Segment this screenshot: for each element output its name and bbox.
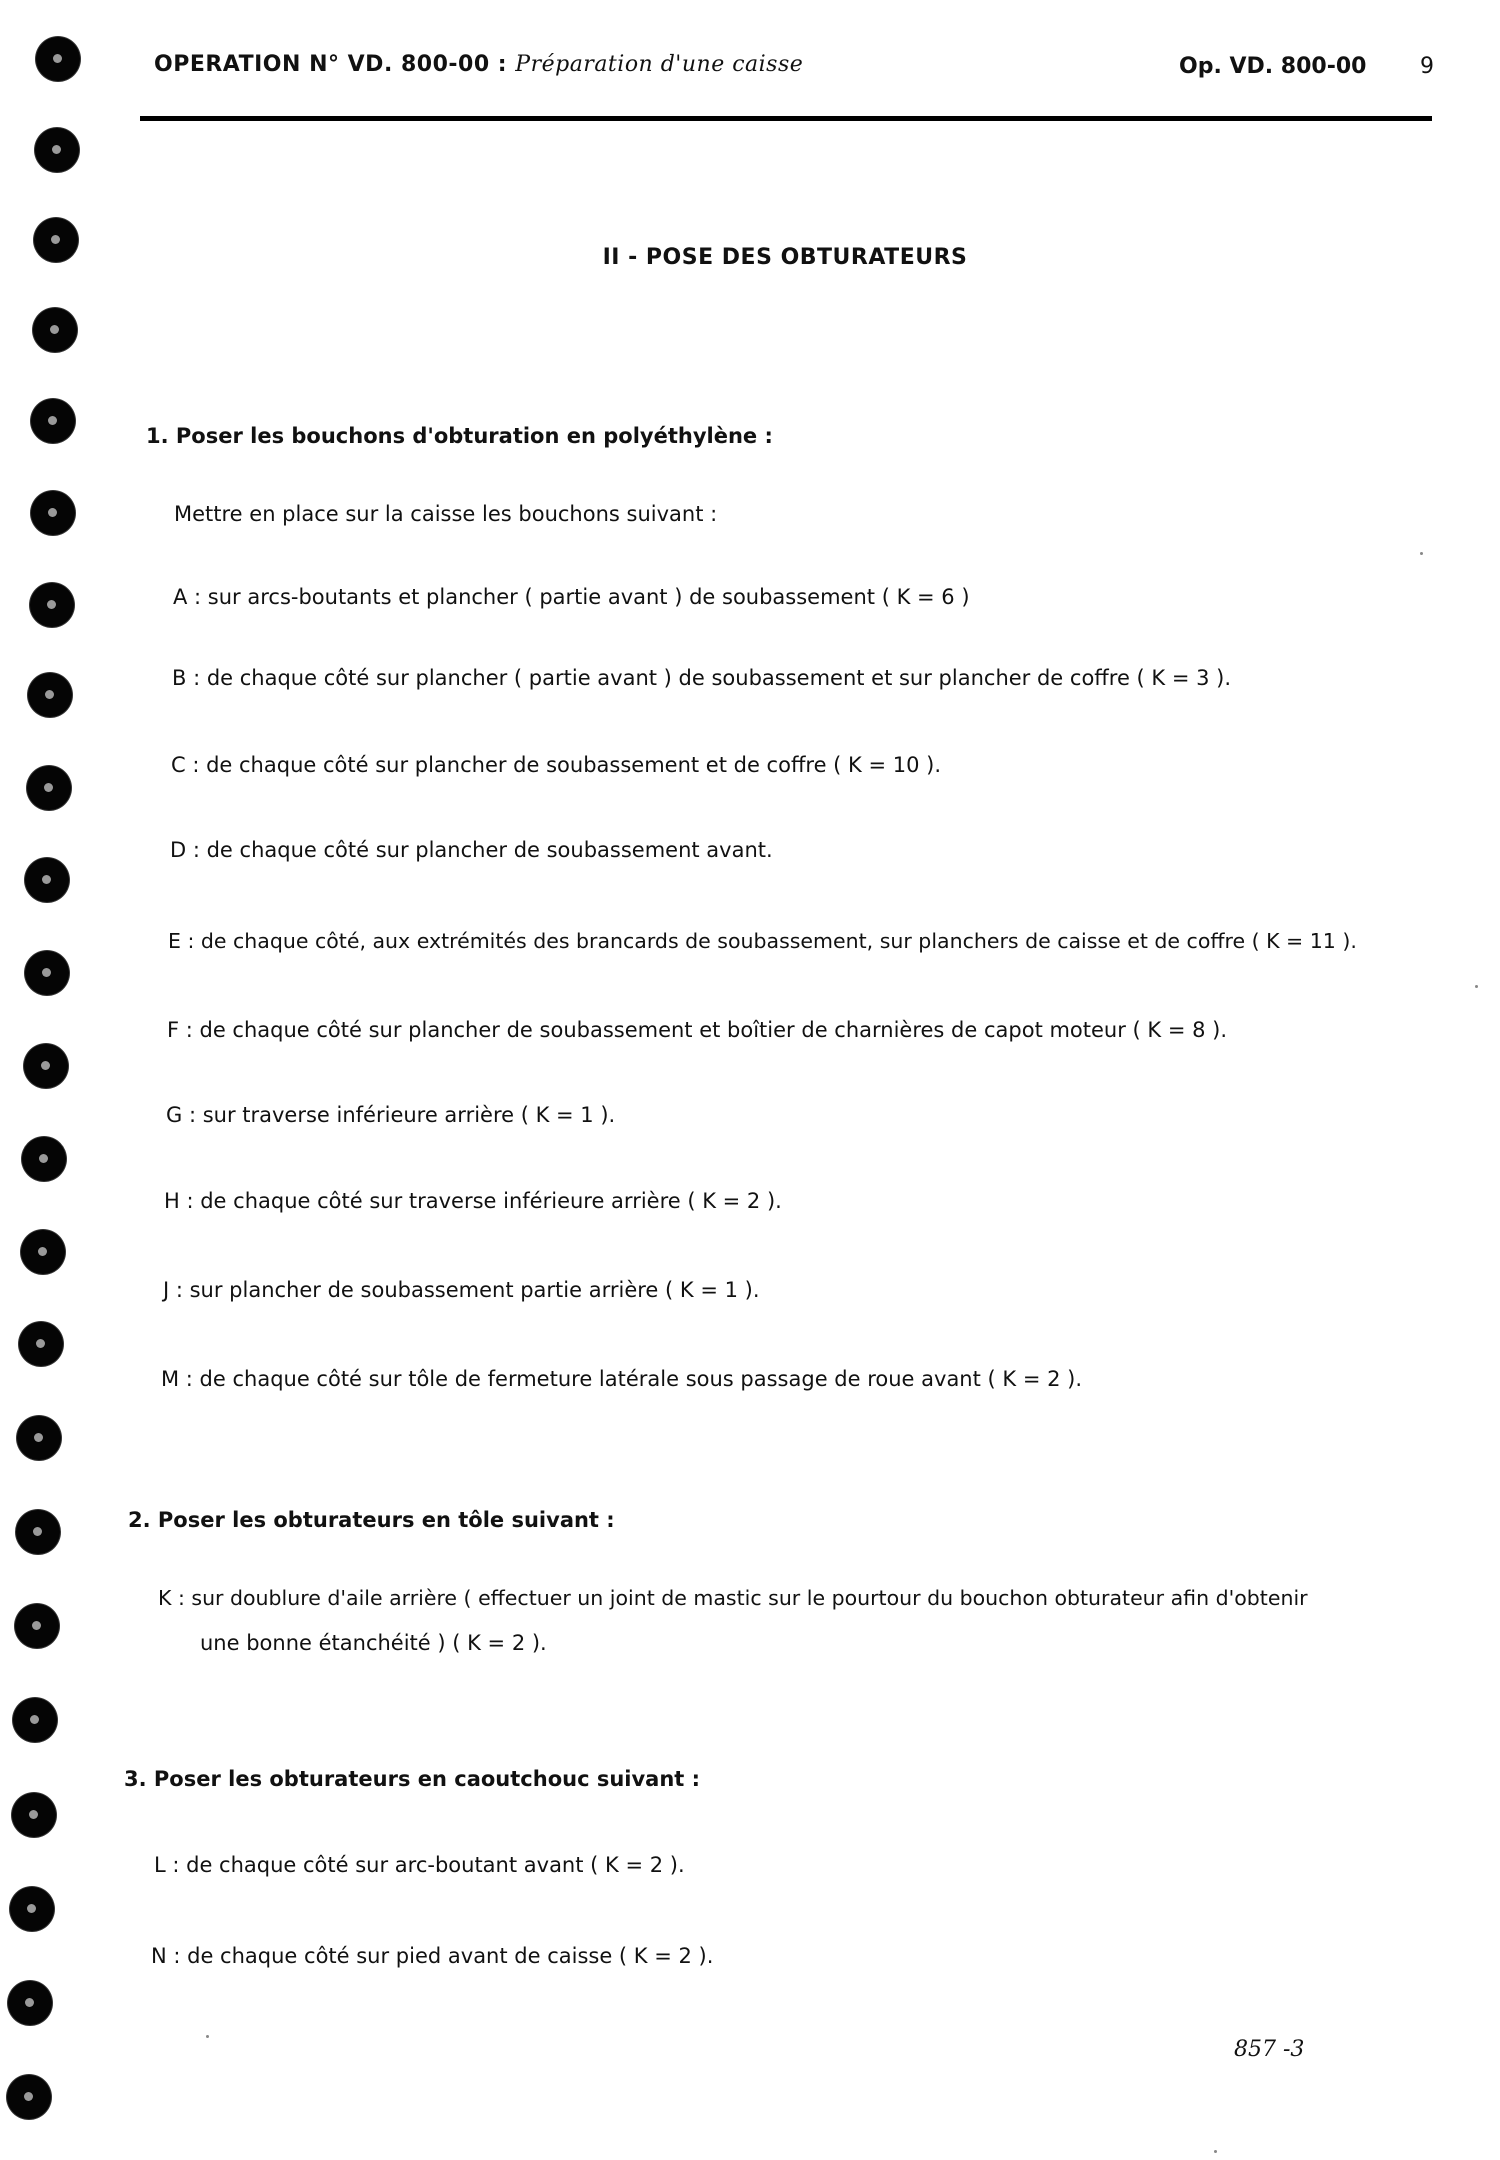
binder-hole bbox=[33, 308, 77, 352]
binder-hole bbox=[21, 1230, 65, 1274]
scan-speck bbox=[1214, 2150, 1217, 2153]
list-item: A : sur arcs-boutants et plancher ( partie avant ) de soubassement ( K = 6 ) bbox=[173, 585, 970, 609]
binder-hole bbox=[13, 1698, 57, 1742]
list-item: H : de chaque côté sur traverse inférieure arrière ( K = 2 ). bbox=[164, 1189, 782, 1213]
list-item: F : de chaque côté sur plancher de soubassement et boîtier de charnières de capot moteur ( K = 8 ). bbox=[167, 1018, 1228, 1042]
page-header bbox=[154, 48, 1434, 88]
list-item: B : de chaque côté sur plancher ( partie avant ) de soubassement et sur plancher de coffre ( K = 3 ). bbox=[172, 666, 1232, 690]
binder-holes bbox=[0, 0, 100, 2160]
binder-hole bbox=[27, 766, 71, 810]
binder-hole bbox=[24, 1044, 68, 1088]
list-item: J : sur plancher de soubassement partie arrière ( K = 1 ). bbox=[163, 1278, 760, 1302]
scan-speck bbox=[1420, 552, 1423, 555]
page-number: 9 bbox=[1420, 54, 1434, 79]
binder-hole bbox=[19, 1322, 63, 1366]
operation-subtitle: Préparation d'une caisse bbox=[515, 52, 804, 77]
header-rule bbox=[140, 116, 1432, 121]
binder-hole bbox=[25, 858, 69, 902]
binder-hole bbox=[15, 1604, 59, 1648]
binder-hole bbox=[22, 1137, 66, 1181]
binder-hole bbox=[28, 673, 72, 717]
operation-reference: Op. VD. 800-00 bbox=[1179, 54, 1367, 79]
binder-hole bbox=[25, 951, 69, 995]
step3-heading: 3. Poser les obturateurs en caoutchouc suivant : bbox=[124, 1767, 701, 1791]
list-item: K : sur doublure d'aile arrière ( effectuer un joint de mastic sur le pourtour du bouchon obturateur afin d'obtenir bbox=[158, 1586, 1308, 1610]
binder-hole bbox=[31, 399, 75, 443]
step1-heading: 1. Poser les bouchons d'obturation en polyéthylène : bbox=[146, 424, 773, 448]
binder-hole bbox=[30, 583, 74, 627]
step2-heading: 2. Poser les obturateurs en tôle suivant : bbox=[128, 1508, 615, 1532]
binder-hole bbox=[31, 491, 75, 535]
section-title: II - POSE DES OBTURATEURS bbox=[602, 245, 968, 270]
operation-number: OPERATION N° VD. 800-00 : bbox=[154, 52, 508, 77]
list-item: D : de chaque côté sur plancher de soubassement avant. bbox=[170, 838, 773, 862]
step1-intro: Mettre en place sur la caisse les bouchons suivant : bbox=[174, 502, 718, 526]
list-item: C : de chaque côté sur plancher de soubassement et de coffre ( K = 10 ). bbox=[171, 753, 942, 777]
binder-hole bbox=[16, 1510, 60, 1554]
list-item: M : de chaque côté sur tôle de fermeture latérale sous passage de roue avant ( K = 2 ). bbox=[161, 1367, 1083, 1391]
binder-hole bbox=[8, 1981, 52, 2025]
binder-hole bbox=[12, 1793, 56, 1837]
binder-hole bbox=[36, 37, 80, 81]
binder-hole bbox=[17, 1416, 61, 1460]
scan-speck bbox=[1475, 985, 1478, 988]
binder-hole bbox=[10, 1887, 54, 1931]
scan-speck bbox=[206, 2035, 209, 2038]
binder-hole bbox=[35, 128, 79, 172]
list-item: G : sur traverse inférieure arrière ( K = 1 ). bbox=[166, 1103, 616, 1127]
list-item: N : de chaque côté sur pied avant de caisse ( K = 2 ). bbox=[151, 1944, 714, 1968]
list-item: E : de chaque côté, aux extrémités des brancards de soubassement, sur planchers de caisse et de coffre ( K = 11 ). bbox=[168, 929, 1357, 953]
binder-hole bbox=[7, 2075, 51, 2119]
document-code: 857 -3 bbox=[1234, 2037, 1305, 2062]
operation-title bbox=[154, 52, 803, 77]
list-item: L : de chaque côté sur arc-boutant avant ( K = 2 ). bbox=[154, 1853, 685, 1877]
list-item-continuation: une bonne étanchéité ) ( K = 2 ). bbox=[200, 1631, 547, 1655]
